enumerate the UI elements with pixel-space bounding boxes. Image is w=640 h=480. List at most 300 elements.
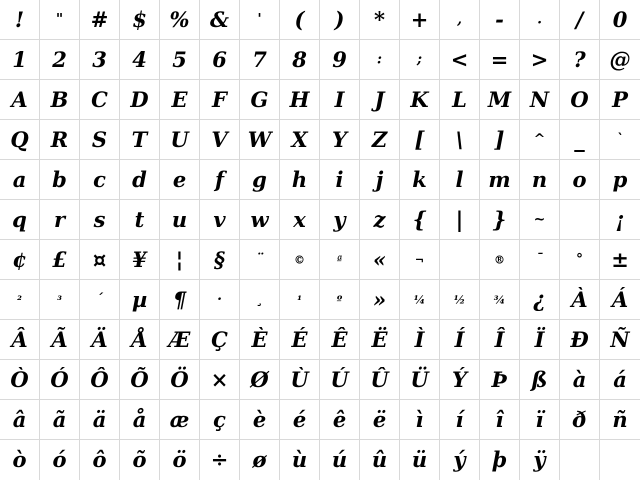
glyph-cell[interactable]: [40, 320, 80, 360]
glyph: K: [410, 86, 429, 112]
glyph-cell[interactable]: [480, 360, 520, 400]
glyph-cell[interactable]: [120, 400, 160, 440]
glyph-cell[interactable]: [120, 120, 160, 160]
glyph: ': [257, 11, 262, 28]
glyph-cell[interactable]: [120, 440, 160, 480]
glyph-cell[interactable]: [360, 120, 400, 160]
glyph-cell[interactable]: [240, 40, 280, 80]
glyph-cell[interactable]: [320, 360, 360, 400]
glyph-cell[interactable]: [360, 440, 400, 480]
glyph-cell[interactable]: [440, 400, 480, 440]
glyph-cell[interactable]: [40, 40, 80, 80]
glyph-cell[interactable]: [80, 240, 120, 280]
glyph: v: [213, 206, 226, 232]
glyph-cell[interactable]: [160, 280, 200, 320]
glyph-cell[interactable]: [280, 360, 320, 400]
glyph-cell[interactable]: [600, 360, 640, 400]
glyph: ;: [416, 51, 423, 68]
glyph: #: [90, 6, 109, 32]
glyph: ñ: [612, 406, 628, 432]
glyph: %: [169, 6, 190, 32]
glyph-cell[interactable]: [520, 80, 560, 120]
glyph: Ý: [452, 366, 467, 392]
glyph-cell[interactable]: [560, 80, 600, 120]
glyph: f: [214, 166, 225, 192]
glyph-cell[interactable]: [400, 440, 440, 480]
glyph: Ó: [50, 366, 69, 392]
glyph: Ø: [250, 366, 269, 392]
glyph: ß: [531, 366, 548, 392]
glyph: ¡: [615, 206, 625, 232]
glyph-cell[interactable]: [560, 40, 600, 80]
glyph: Å: [131, 326, 148, 352]
glyph-cell[interactable]: [40, 200, 80, 240]
glyph-cell[interactable]: [280, 400, 320, 440]
glyph-cell[interactable]: [560, 240, 600, 280]
glyph-cell[interactable]: [280, 120, 320, 160]
glyph-cell[interactable]: [480, 280, 520, 320]
glyph-cell[interactable]: [280, 0, 320, 40]
glyph: ,: [457, 11, 462, 28]
glyph-cell[interactable]: [320, 0, 360, 40]
glyph-cell[interactable]: [360, 320, 400, 360]
glyph-cell[interactable]: [480, 120, 520, 160]
glyph-cell[interactable]: [520, 440, 560, 480]
glyph-cell[interactable]: [400, 80, 440, 120]
glyph-cell[interactable]: [80, 0, 120, 40]
glyph-cell[interactable]: [280, 440, 320, 480]
glyph: R: [50, 126, 69, 152]
glyph: ö: [172, 447, 187, 473]
glyph-cell[interactable]: [40, 280, 80, 320]
glyph-cell[interactable]: [440, 40, 480, 80]
glyph-cell[interactable]: [280, 240, 320, 280]
glyph-cell[interactable]: [40, 400, 80, 440]
glyph-cell[interactable]: [600, 40, 640, 80]
glyph-cell[interactable]: [120, 200, 160, 240]
glyph-cell[interactable]: [240, 320, 280, 360]
glyph: G: [250, 86, 269, 112]
glyph-cell[interactable]: [0, 240, 40, 280]
glyph: ¾: [493, 292, 506, 306]
glyph-cell[interactable]: [520, 360, 560, 400]
glyph-cell[interactable]: [560, 120, 600, 160]
glyph-cell[interactable]: [160, 160, 200, 200]
glyph: X: [291, 126, 308, 152]
glyph-cell[interactable]: [240, 200, 280, 240]
glyph-cell[interactable]: [160, 440, 200, 480]
glyph-cell[interactable]: [280, 80, 320, 120]
glyph: e: [172, 166, 187, 192]
glyph-cell[interactable]: [240, 280, 280, 320]
glyph-cell[interactable]: [600, 240, 640, 280]
glyph: û: [371, 447, 388, 473]
glyph: ¤: [92, 246, 107, 272]
glyph-cell[interactable]: [520, 320, 560, 360]
glyph-cell[interactable]: [400, 200, 440, 240]
glyph-cell[interactable]: [120, 240, 160, 280]
glyph-cell[interactable]: [120, 80, 160, 120]
glyph-cell[interactable]: [480, 240, 520, 280]
glyph-cell[interactable]: [600, 440, 640, 480]
glyph-cell[interactable]: [440, 120, 480, 160]
glyph-cell[interactable]: [360, 80, 400, 120]
glyph: M: [487, 86, 512, 112]
glyph: Ä: [91, 326, 108, 352]
glyph: L: [452, 86, 467, 112]
glyph: µ: [131, 286, 148, 312]
glyph: p: [612, 166, 628, 192]
glyph: [: [414, 126, 425, 152]
glyph: ¼: [413, 292, 426, 306]
glyph: w: [250, 206, 269, 232]
glyph-cell[interactable]: [80, 120, 120, 160]
glyph-cell[interactable]: [400, 240, 440, 280]
glyph: °: [576, 251, 583, 268]
glyph-cell[interactable]: [360, 280, 400, 320]
glyph-cell[interactable]: [600, 0, 640, 40]
glyph-cell[interactable]: [240, 240, 280, 280]
glyph-cell[interactable]: [320, 80, 360, 120]
glyph-cell[interactable]: [280, 320, 320, 360]
glyph-cell[interactable]: [600, 200, 640, 240]
glyph-cell[interactable]: [160, 200, 200, 240]
glyph-cell[interactable]: [400, 280, 440, 320]
glyph: =: [490, 46, 509, 72]
glyph: ]: [494, 126, 505, 152]
glyph: <: [450, 46, 469, 72]
glyph-cell[interactable]: [520, 240, 560, 280]
glyph: ©: [294, 252, 305, 266]
glyph: 1: [12, 46, 27, 72]
glyph: B: [50, 86, 69, 112]
glyph-cell[interactable]: [120, 320, 160, 360]
glyph-cell[interactable]: [0, 160, 40, 200]
glyph: ï: [535, 406, 544, 432]
glyph-cell[interactable]: [240, 400, 280, 440]
glyph-cell[interactable]: [440, 0, 480, 40]
glyph-cell[interactable]: [360, 200, 400, 240]
glyph-cell[interactable]: [280, 200, 320, 240]
glyph-cell[interactable]: [160, 120, 200, 160]
glyph-cell[interactable]: [80, 440, 120, 480]
glyph: þ: [492, 447, 507, 473]
glyph-cell[interactable]: [200, 440, 240, 480]
glyph-cell[interactable]: [200, 200, 240, 240]
glyph: 7: [252, 46, 267, 72]
glyph: J: [374, 86, 385, 112]
glyph-cell[interactable]: [200, 40, 240, 80]
glyph: ~: [533, 211, 546, 228]
glyph-cell[interactable]: [40, 440, 80, 480]
glyph-cell[interactable]: [360, 0, 400, 40]
glyph-cell[interactable]: [0, 80, 40, 120]
glyph: È: [251, 326, 268, 352]
glyph-cell[interactable]: [200, 320, 240, 360]
glyph-cell[interactable]: [0, 320, 40, 360]
glyph: n: [531, 166, 548, 192]
glyph: Õ: [130, 366, 149, 392]
glyph-cell[interactable]: [480, 200, 520, 240]
glyph-cell[interactable]: [80, 320, 120, 360]
glyph-cell[interactable]: [480, 400, 520, 440]
glyph-cell[interactable]: [160, 400, 200, 440]
glyph-cell[interactable]: [160, 320, 200, 360]
glyph-cell[interactable]: [0, 360, 40, 400]
glyph-cell[interactable]: [400, 160, 440, 200]
glyph-cell[interactable]: [440, 160, 480, 200]
glyph-cell[interactable]: [360, 240, 400, 280]
glyph-cell[interactable]: [240, 0, 280, 40]
glyph-cell[interactable]: [0, 440, 40, 480]
glyph-cell[interactable]: [200, 0, 240, 40]
glyph-cell[interactable]: [280, 40, 320, 80]
glyph-cell[interactable]: [440, 360, 480, 400]
glyph-cell[interactable]: [200, 400, 240, 440]
glyph-cell[interactable]: [80, 360, 120, 400]
glyph-cell[interactable]: [40, 80, 80, 120]
glyph-cell[interactable]: [120, 160, 160, 200]
glyph: ô: [92, 447, 107, 473]
glyph: â: [12, 406, 27, 432]
glyph-cell[interactable]: [440, 200, 480, 240]
glyph-cell[interactable]: [320, 400, 360, 440]
glyph-cell[interactable]: [520, 40, 560, 80]
glyph-cell[interactable]: [480, 160, 520, 200]
glyph-cell[interactable]: [240, 80, 280, 120]
glyph-cell[interactable]: [0, 0, 40, 40]
glyph-cell[interactable]: [480, 40, 520, 80]
glyph: £: [52, 246, 67, 272]
glyph: N: [529, 86, 550, 112]
glyph: è: [252, 406, 267, 432]
glyph-cell[interactable]: [320, 120, 360, 160]
glyph-cell[interactable]: [240, 160, 280, 200]
glyph: P: [612, 86, 628, 112]
glyph-cell[interactable]: [480, 440, 520, 480]
glyph: Ë: [371, 326, 388, 352]
glyph-cell[interactable]: [80, 40, 120, 80]
glyph: Î: [494, 326, 505, 352]
glyph: ç: [213, 406, 226, 432]
glyph-cell[interactable]: [440, 280, 480, 320]
glyph: Ù: [290, 366, 309, 392]
glyph: q: [12, 206, 27, 232]
glyph-cell[interactable]: [600, 280, 640, 320]
glyph: Æ: [168, 326, 191, 352]
glyph-cell[interactable]: [520, 200, 560, 240]
glyph-cell[interactable]: [520, 160, 560, 200]
glyph: ¨: [256, 251, 263, 268]
glyph-cell[interactable]: [360, 40, 400, 80]
glyph: x: [293, 206, 306, 232]
glyph-cell[interactable]: [240, 360, 280, 400]
glyph-cell[interactable]: [320, 240, 360, 280]
glyph-cell[interactable]: [440, 440, 480, 480]
glyph: 9: [332, 46, 347, 72]
glyph: Z: [371, 126, 388, 152]
glyph-cell[interactable]: [320, 200, 360, 240]
glyph: É: [291, 326, 308, 352]
glyph-cell[interactable]: [600, 80, 640, 120]
glyph-cell[interactable]: [600, 320, 640, 360]
glyph: 0: [612, 6, 628, 32]
glyph: Ê: [331, 326, 348, 352]
glyph-cell[interactable]: [80, 160, 120, 200]
glyph-cell[interactable]: [200, 80, 240, 120]
glyph: ì: [415, 406, 424, 432]
glyph-cell[interactable]: [400, 0, 440, 40]
glyph-cell[interactable]: [160, 0, 200, 40]
glyph: á: [613, 366, 627, 392]
glyph-cell[interactable]: [320, 40, 360, 80]
glyph-cell[interactable]: [280, 160, 320, 200]
glyph-cell[interactable]: [80, 80, 120, 120]
glyph: +: [410, 6, 429, 32]
glyph-cell[interactable]: [120, 40, 160, 80]
glyph-cell[interactable]: [400, 320, 440, 360]
glyph-cell[interactable]: [560, 360, 600, 400]
glyph-cell[interactable]: [0, 400, 40, 440]
glyph-cell[interactable]: [440, 320, 480, 360]
glyph-cell[interactable]: [200, 280, 240, 320]
glyph-cell[interactable]: [120, 0, 160, 40]
glyph: ¹: [297, 292, 302, 306]
glyph: ±: [611, 246, 629, 272]
glyph-cell[interactable]: [560, 0, 600, 40]
glyph: C: [91, 86, 108, 112]
glyph-cell[interactable]: [560, 440, 600, 480]
glyph-cell[interactable]: [520, 0, 560, 40]
glyph-cell[interactable]: [560, 280, 600, 320]
glyph-cell[interactable]: [360, 360, 400, 400]
glyph: \: [455, 126, 464, 152]
glyph-cell[interactable]: [40, 360, 80, 400]
glyph-cell[interactable]: [200, 160, 240, 200]
glyph: b: [52, 166, 67, 192]
glyph-cell[interactable]: [520, 280, 560, 320]
glyph: @: [609, 46, 631, 72]
glyph-cell[interactable]: [480, 320, 520, 360]
glyph: ä: [92, 406, 107, 432]
glyph: à: [572, 366, 587, 392]
glyph-cell[interactable]: [160, 240, 200, 280]
glyph-cell[interactable]: [600, 160, 640, 200]
glyph-cell[interactable]: [200, 120, 240, 160]
glyph: g: [252, 166, 267, 192]
glyph: ³: [57, 292, 62, 306]
glyph-cell[interactable]: [560, 160, 600, 200]
glyph: -: [495, 6, 504, 32]
glyph: ý: [453, 447, 466, 473]
glyph: Ò: [10, 366, 29, 392]
glyph-cell[interactable]: [200, 240, 240, 280]
glyph-cell[interactable]: [560, 400, 600, 440]
glyph-cell[interactable]: [120, 280, 160, 320]
glyph: ²: [17, 292, 22, 306]
glyph-cell[interactable]: [40, 160, 80, 200]
glyph-cell[interactable]: [520, 120, 560, 160]
glyph: ð: [572, 406, 587, 432]
glyph: ¢: [12, 246, 27, 272]
glyph: U: [170, 126, 189, 152]
glyph: 2: [52, 46, 67, 72]
glyph-cell[interactable]: [320, 280, 360, 320]
glyph: º: [336, 292, 343, 306]
glyph: ù: [291, 447, 308, 473]
glyph-cell[interactable]: [120, 360, 160, 400]
glyph-cell[interactable]: [600, 120, 640, 160]
glyph-cell[interactable]: [160, 360, 200, 400]
glyph: Á: [611, 286, 629, 312]
glyph-cell[interactable]: [360, 400, 400, 440]
glyph: m: [488, 166, 511, 192]
glyph-cell[interactable]: [600, 400, 640, 440]
glyph: ": [55, 11, 64, 28]
glyph: Û: [370, 366, 389, 392]
glyph: E: [171, 86, 188, 112]
glyph-cell[interactable]: [80, 280, 120, 320]
glyph-cell[interactable]: [240, 440, 280, 480]
glyph-cell[interactable]: [40, 0, 80, 40]
glyph-cell[interactable]: [520, 400, 560, 440]
glyph-cell[interactable]: [320, 440, 360, 480]
glyph-cell[interactable]: [400, 400, 440, 440]
glyph-cell[interactable]: [0, 120, 40, 160]
glyph-cell[interactable]: [560, 320, 600, 360]
glyph: §: [214, 246, 225, 272]
glyph-cell[interactable]: [560, 200, 600, 240]
glyph: u: [171, 206, 188, 232]
glyph-cell[interactable]: [0, 40, 40, 80]
glyph-cell[interactable]: [320, 160, 360, 200]
glyph-cell[interactable]: [480, 80, 520, 120]
glyph: ´: [96, 291, 103, 308]
glyph-cell[interactable]: [240, 120, 280, 160]
glyph-cell[interactable]: [360, 160, 400, 200]
glyph: é: [292, 406, 307, 432]
glyph: ?: [573, 46, 586, 72]
glyph-cell[interactable]: [480, 0, 520, 40]
glyph: ë: [372, 406, 387, 432]
glyph-cell[interactable]: [440, 80, 480, 120]
glyph: 3: [92, 46, 107, 72]
glyph-cell[interactable]: [80, 200, 120, 240]
glyph-cell[interactable]: [400, 360, 440, 400]
glyph-cell[interactable]: [440, 240, 480, 280]
glyph: í: [455, 406, 464, 432]
glyph-cell[interactable]: [320, 320, 360, 360]
glyph-cell[interactable]: [80, 400, 120, 440]
glyph: Y: [332, 126, 347, 152]
glyph-cell[interactable]: [40, 120, 80, 160]
glyph: Ö: [170, 366, 189, 392]
glyph-cell[interactable]: [0, 280, 40, 320]
glyph: ê: [332, 406, 347, 432]
glyph-cell[interactable]: [400, 120, 440, 160]
glyph: D: [130, 86, 149, 112]
glyph: Ï: [534, 326, 545, 352]
glyph-cell[interactable]: [40, 240, 80, 280]
glyph-cell[interactable]: [160, 40, 200, 80]
glyph-cell[interactable]: [160, 80, 200, 120]
glyph-cell[interactable]: [200, 360, 240, 400]
glyph-cell[interactable]: [400, 40, 440, 80]
glyph: I: [334, 86, 345, 112]
glyph: >: [530, 46, 549, 72]
glyph-cell[interactable]: [0, 200, 40, 240]
glyph-cell[interactable]: [280, 280, 320, 320]
